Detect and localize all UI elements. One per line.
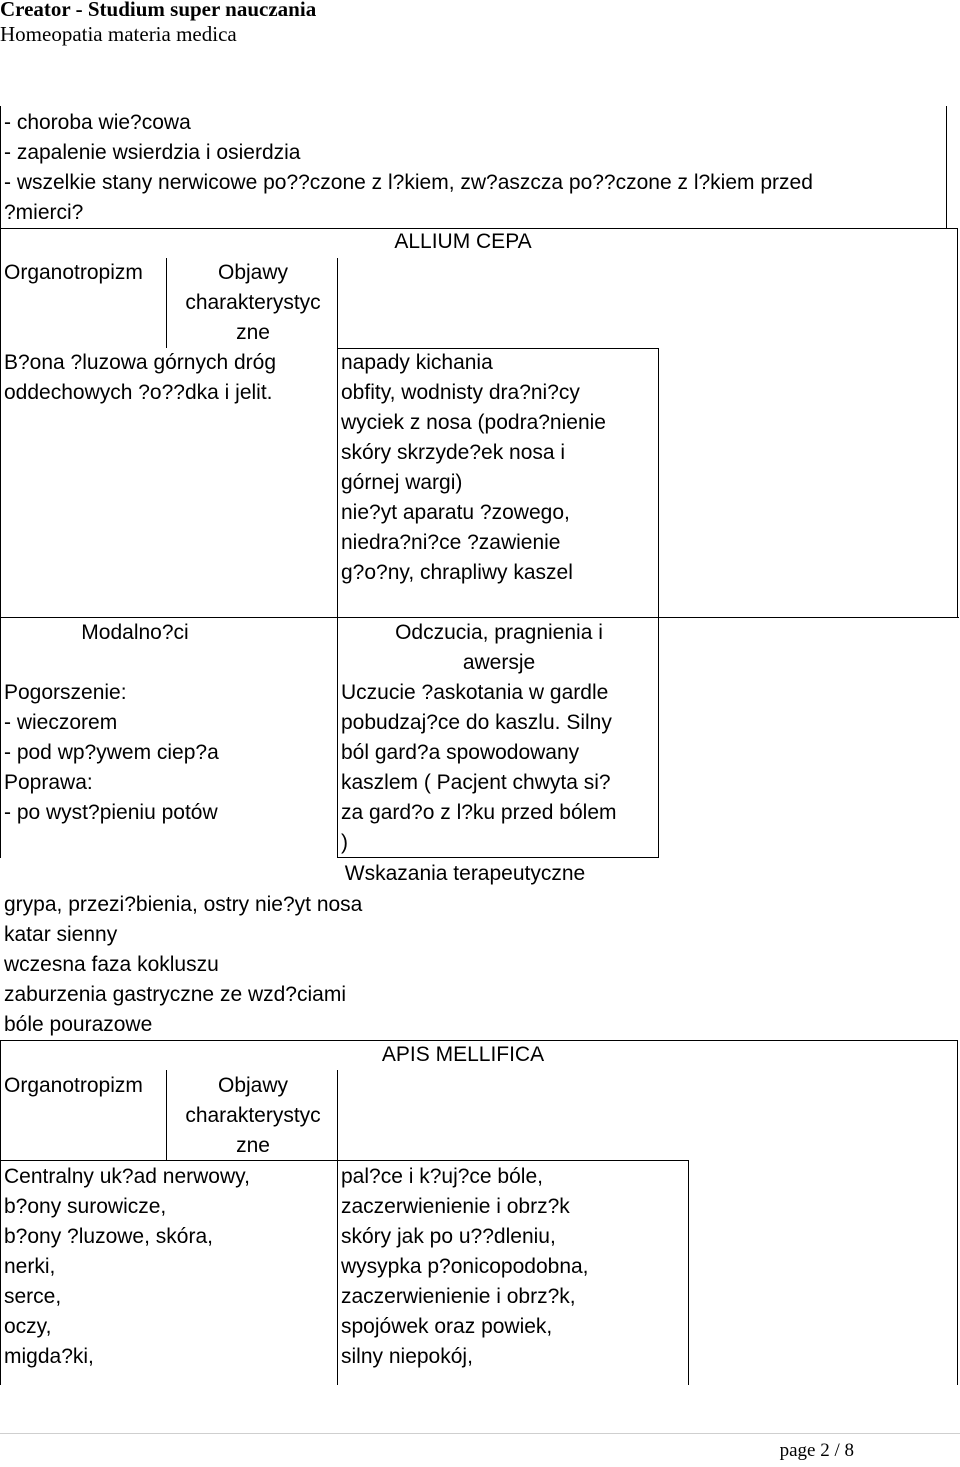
allium-objawy-text: g?o?ny, chrapliwy kaszel	[341, 561, 573, 584]
apis-organotropizm-text: nerki,	[4, 1255, 56, 1278]
allium-objawy-text: nie?yt aparatu ?zowego,	[341, 501, 570, 524]
allium-modalnosci-label: Modalno?ci	[81, 621, 189, 644]
apis-objawy-text: zaczerwienienie i obrz?k	[341, 1195, 570, 1218]
apis-objawy-text: silny niepokój,	[341, 1345, 473, 1368]
allium-objawy-label: Objawy	[217, 261, 289, 284]
allium-odczucia-text: pobudzaj?ce do kaszlu. Silny	[341, 711, 612, 734]
footer-rule	[0, 1433, 960, 1434]
allium-odczucia-label: awersje	[462, 651, 536, 674]
allium-organotropizm-text: B?ona ?luzowa górnych dróg	[4, 351, 277, 374]
apis-organotropizm-text: migda?ki,	[4, 1345, 94, 1368]
intro-border-right	[946, 106, 947, 228]
apis-right-border	[957, 1040, 958, 1385]
apis-organotropizm-text: serce,	[4, 1285, 62, 1308]
intro-border-left	[0, 106, 1, 228]
intro-item: ?mierci?	[4, 201, 84, 224]
allium-divider-1	[166, 258, 167, 348]
allium-wskazania-text: grypa, przezi?bienia, ostry nie?yt nosa	[4, 893, 363, 916]
allium-odczucia-text: Uczucie ?askotania w gardle	[341, 681, 609, 704]
apis-divider-1	[166, 1070, 167, 1160]
allium-organotropizm-text: oddechowych ?o??dka i jelit.	[4, 381, 273, 404]
apis-organotropizm-text: oczy,	[4, 1315, 52, 1338]
allium-wskazania-text: zaburzenia gastryczne ze wzd?ciami	[4, 983, 346, 1006]
allium-wskazania-text: bóle pourazowe	[4, 1013, 153, 1036]
apis-divider-2	[337, 1070, 338, 1385]
allium-objawy-text: wyciek z nosa (podra?nienie	[341, 411, 606, 434]
allium-modalnosci-text: - wieczorem	[4, 711, 118, 734]
allium-title: ALLIUM CEPA	[394, 230, 532, 253]
allium-odczucia-bottom-border	[337, 857, 659, 858]
apis-objawy-text: wysypka p?onicopodobna,	[341, 1255, 589, 1278]
allium-objawy-text: górnej wargi)	[341, 471, 463, 494]
allium-right-border	[957, 228, 958, 618]
allium-objawy-box-left	[337, 348, 338, 858]
apis-organotropizm-text: b?ony surowicze,	[4, 1195, 167, 1218]
apis-objawy-text: spojówek oraz powiek,	[341, 1315, 553, 1338]
apis-objawy-text: skóry jak po u??dleniu,	[341, 1225, 556, 1248]
apis-objawy-label: zne	[236, 1134, 270, 1157]
allium-objawy-text: skóry skrzyde?ek nosa i	[341, 441, 566, 464]
allium-odczucia-label: Odczucia, pragnienia i	[395, 621, 603, 644]
allium-objawy-box-right	[658, 348, 659, 858]
document-title: Creator - Studium super nauczania	[0, 0, 317, 21]
allium-objawy-text: niedra?ni?ce ?zawienie	[341, 531, 561, 554]
allium-odczucia-text: )	[341, 831, 348, 854]
allium-objawy-text: napady kichania	[341, 351, 493, 374]
allium-odczucia-text: ból gard?a spowodowany	[341, 741, 580, 764]
intro-item: - wszelkie stany nerwicowe po??czone z l?kiem, zw?aszcza po??czone z l?kiem przed	[4, 171, 813, 194]
apis-organotropizm-text: b?ony ?luzowe, skóra,	[4, 1225, 213, 1248]
allium-divider-2	[337, 258, 338, 348]
allium-modalnosci-text: - po wyst?pieniu potów	[4, 801, 218, 824]
apis-objawy-label: Objawy	[217, 1074, 289, 1097]
allium-modalnosci-text: - pod wp?ywem ciep?a	[4, 741, 219, 764]
apis-left-border	[0, 1040, 1, 1385]
apis-objawy-text: zaczerwienienie i obrz?k,	[341, 1285, 576, 1308]
apis-right-col-border	[688, 1160, 689, 1385]
allium-objawy-label: charakterystyc	[185, 291, 321, 314]
apis-title: APIS MELLIFICA	[381, 1043, 545, 1066]
allium-organotropizm-label: Organotropizm	[4, 261, 143, 284]
allium-modalnosci-text: Pogorszenie:	[4, 681, 127, 704]
allium-odczucia-text: za gard?o z l?ku przed bólem	[341, 801, 617, 824]
apis-content-top-border	[0, 1160, 688, 1161]
apis-objawy-label: charakterystyc	[185, 1104, 321, 1127]
allium-objawy-text: obfity, wodnisty dra?ni?cy	[341, 381, 580, 404]
intro-item: - choroba wie?cowa	[4, 111, 191, 134]
allium-objawy-label: zne	[236, 321, 270, 344]
document-subtitle: Homeopatia materia medica	[0, 22, 237, 46]
intro-item: - zapalenie wsierdzia i osierdzia	[4, 141, 301, 164]
allium-wskazania-text: wczesna faza kokluszu	[4, 953, 219, 976]
page-number: page 2 / 8	[779, 1440, 854, 1461]
allium-left-border	[0, 228, 1, 858]
apis-organotropizm-text: Centralny uk?ad nerwowy,	[4, 1165, 250, 1188]
allium-wskazania-label: Wskazania terapeutyczne	[344, 862, 586, 885]
apis-organotropizm-label: Organotropizm	[4, 1074, 143, 1097]
apis-objawy-text: pal?ce i k?uj?ce bóle,	[341, 1165, 543, 1188]
allium-odczucia-text: kaszlem ( Pacjent chwyta si?	[341, 771, 611, 794]
allium-modalnosci-text: Poprawa:	[4, 771, 93, 794]
allium-wskazania-text: katar sienny	[4, 923, 118, 946]
